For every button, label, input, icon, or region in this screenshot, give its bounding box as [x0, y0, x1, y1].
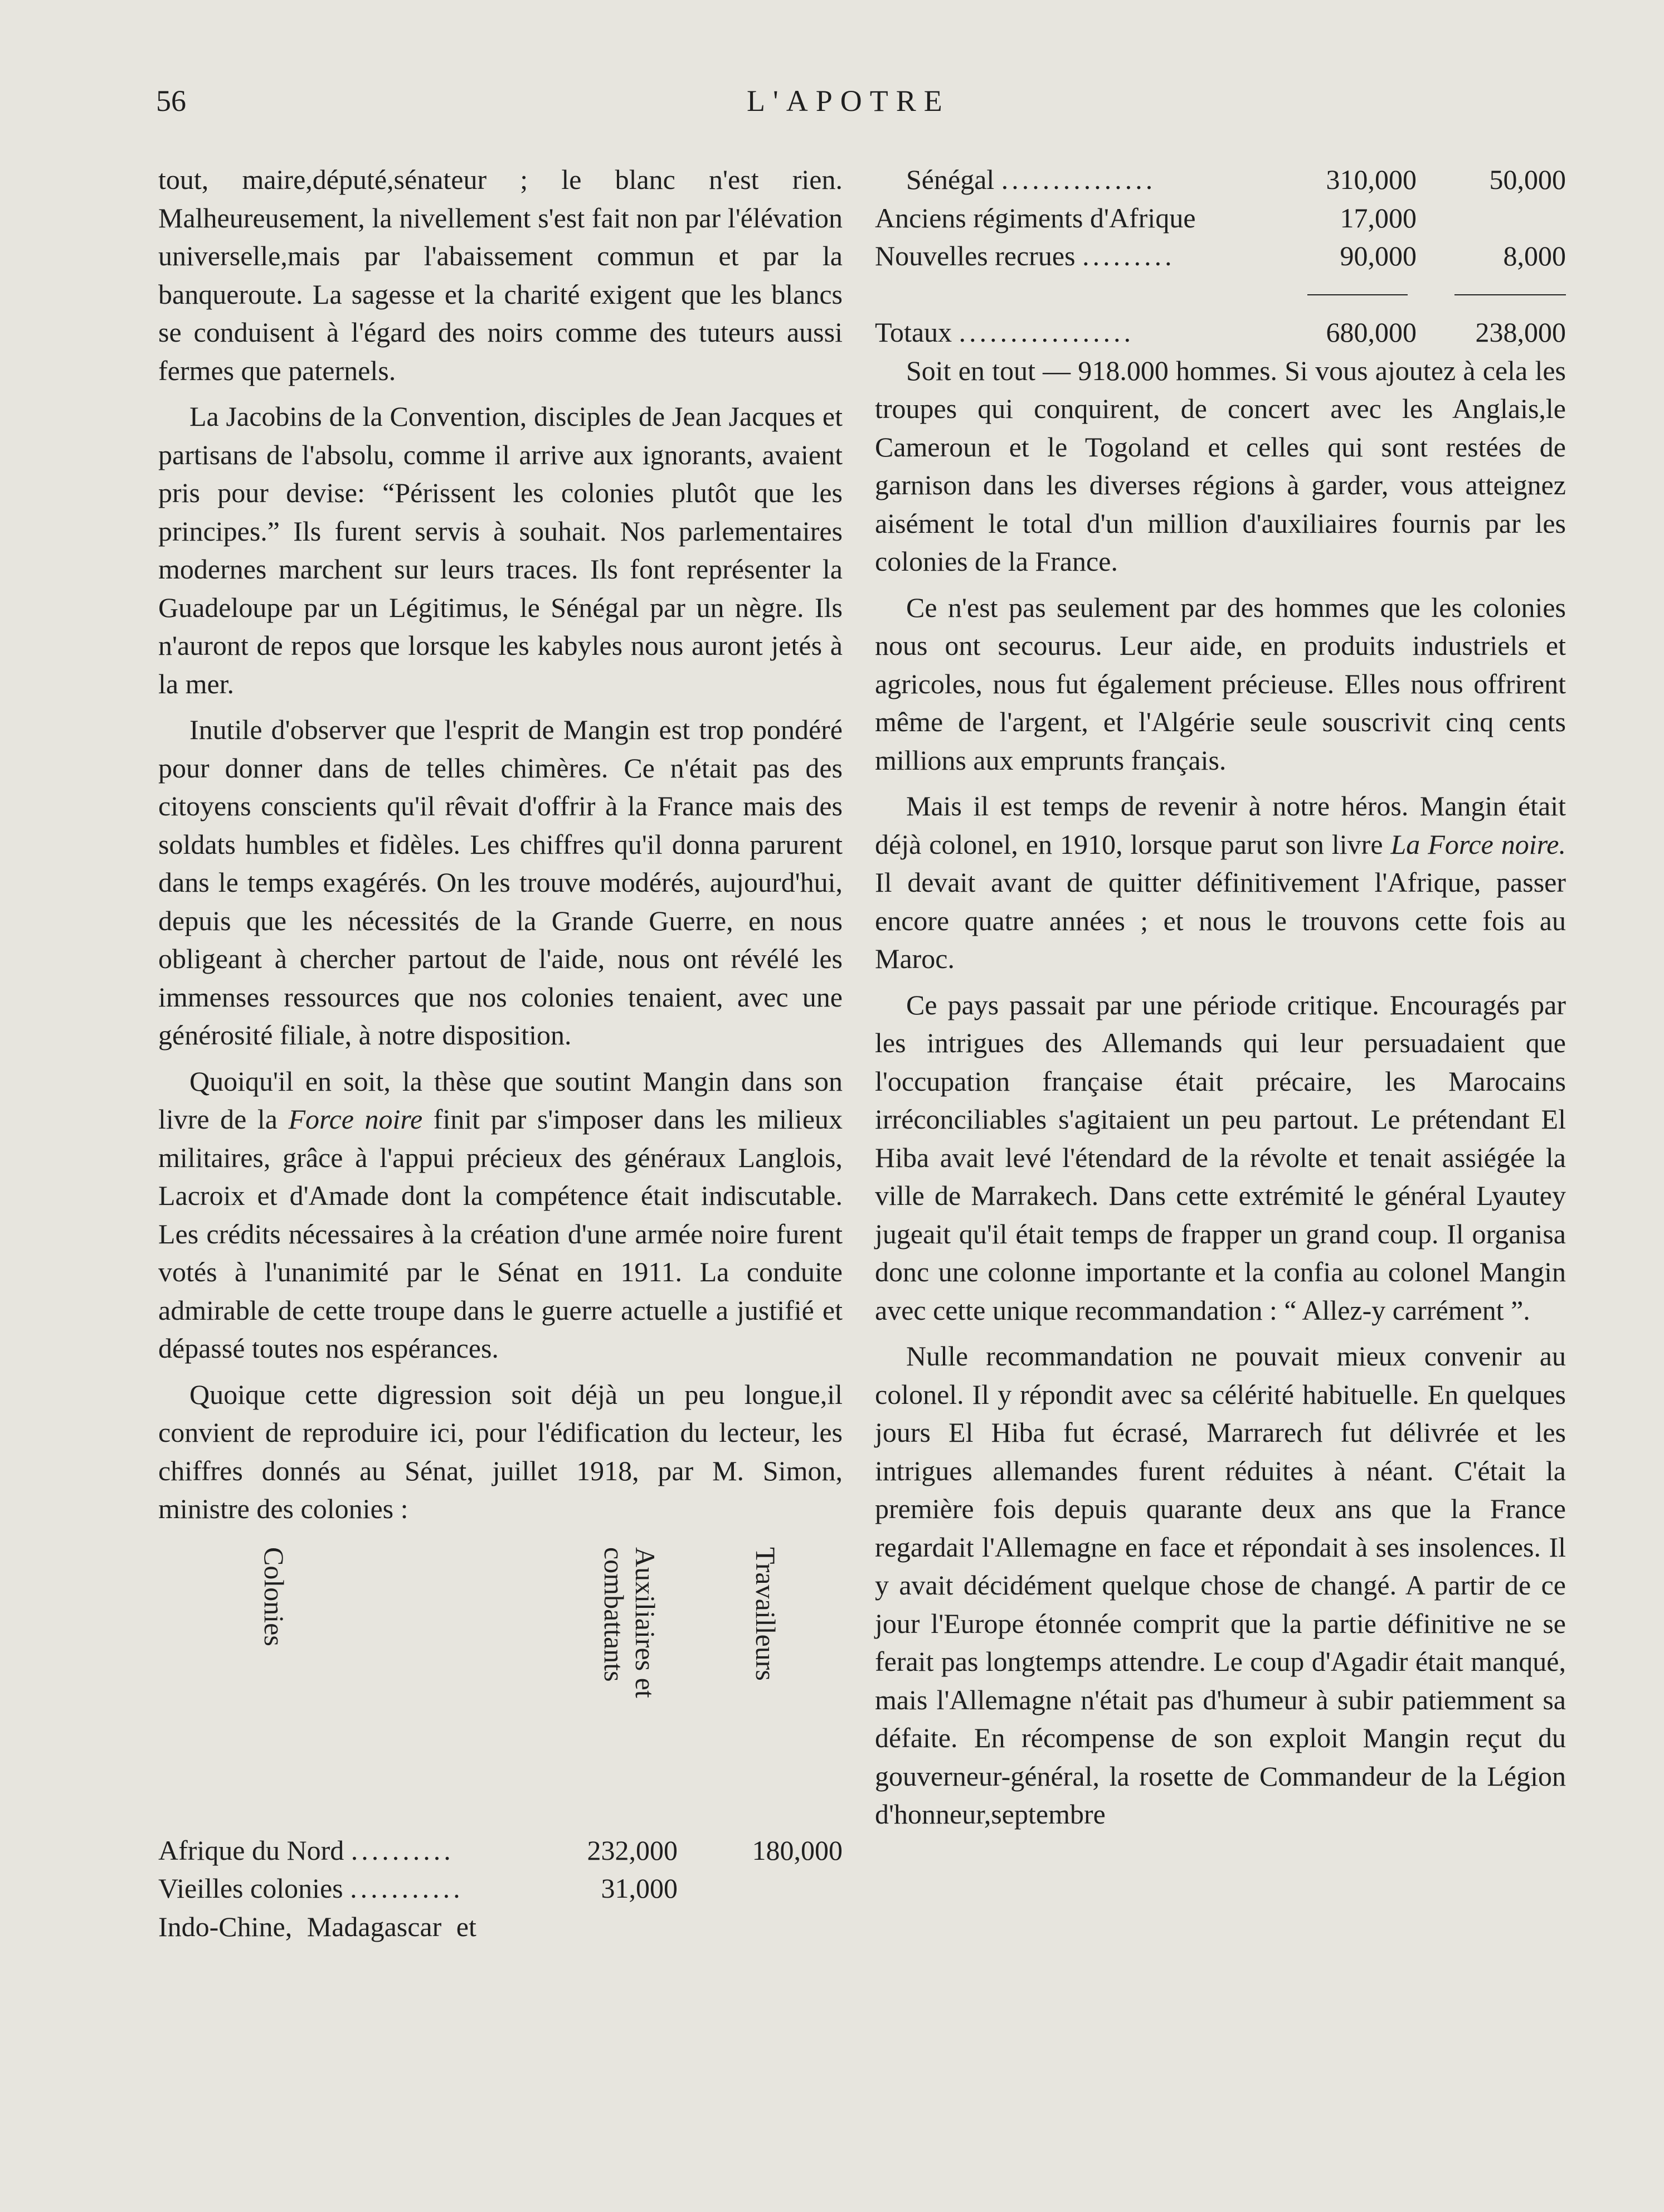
paragraph: Soit en tout — 918.000 hommes. Si vous ajoutez à cela les troupes qui conquirent, de concert avec les Anglais,le Cameroun et le Togoland et celles qui sont restées de garnison dans les diverses régions à garder, vous atteignez aisément le total d'un million d'auxiliaires fournis par les colonies de la France. [875, 354, 1566, 577]
book-title-italic: Force noire [288, 1103, 423, 1135]
table-row [158, 1869, 843, 1908]
paragraph: La Jacobins de la Convention, disciples de Jean Jacques et partisans de l'absolu, comme il arrive aux ignorants, avaient pris pour devise: “Périssent les colonies plutôt que les principes.” Ils furent servis à souhait. Nos parlementaires modernes marchent sur leurs traces. Ils font représenter la Guadeloupe par un Légitimus, le Sénégal par un nègre. Ils n'auront de repos que lorsque les kabyles nous auront jetés à la mer. [158, 401, 843, 699]
travailleurs-total: 238,000 [1475, 317, 1566, 348]
column-header-combattants: Auxiliaires et combattants [599, 1547, 661, 1698]
combattants-value: 17,000 [1340, 202, 1417, 234]
column-header-colonies: Colonies [259, 1547, 290, 1646]
paragraph-text: finit par s'imposer dans les milieux militaires, grâce à l'appui précieux des généraux Langlois, Lacroix et d'Amade dont la compétence était indiscutable. Les crédits nécessaires à la création d'une armée noire furent votés à l'unanimité par le Sénat en 1911. La conduite admirable de cette troupe dans le guerre actuelle a justifié et dépassé toutes nos espérances. [158, 1103, 843, 1364]
paragraph: Quoique cette digression soit déjà un peu longue,il convient de reproduire ici, pour l'édification du lecteur, les chiffres donnés au Sénat, juillet 1918, par M. Simon, ministre des colonies : [158, 1378, 843, 1524]
statistics-table-rows [158, 1831, 843, 1946]
travailleurs-value: 8,000 [1503, 240, 1566, 271]
page-number: 56 [156, 84, 186, 118]
sum-rules [875, 275, 1566, 314]
row-label: Vieilles colonies ........... [158, 1873, 464, 1904]
sum-rule [1454, 294, 1566, 295]
row-label: Nouvelles recrues ......... [875, 240, 1175, 271]
right-column [875, 161, 1566, 1841]
paragraph: Ce pays passait par une période critique. Encouragés par les intrigues des Allemands qui leur persuadaient que l'occupation française était précaire, les Marocains irréconciliables s'agitaient un peu partout. Le prétendant El Hiba avait levé l'étendard de la révolte et tenait assiégée la ville de Marrakech. Dans cette extrémité le général Lyautey jugeait qu'il était temps de frapper un grand coup. Il organisa donc une colonne importante et la confia au colonel Mangin avec cette unique recommandation : “ Allez-y carrément ”. [875, 989, 1566, 1326]
table-row [875, 161, 1566, 199]
combattants-value: 310,000 [1326, 164, 1417, 195]
row-label: Afrique du Nord .......... [158, 1834, 454, 1866]
row-label: Sénégal ............... [906, 164, 1156, 195]
paragraph-text: Il devait avant de quitter définitivement l'Afrique, passer encore quatre années ; et nous le trouvons cette fois au Maroc. [875, 867, 1566, 974]
table-row [158, 1831, 843, 1870]
sum-rule [1307, 294, 1408, 295]
travailleurs-value: 180,000 [752, 1834, 843, 1866]
row-label: Totaux ................. [875, 317, 1135, 348]
paragraph: Ce n'est pas seulement par des hommes que les colonies nous ont secourus. Leur aide, en produits industriels et agricoles, nous fut également précieuse. Elles nous offrirent même de l'argent, et l'Algérie seule souscrivit cinq cents millions aux emprunts français. [875, 591, 1566, 776]
left-column [158, 161, 843, 1946]
table-row [875, 237, 1566, 275]
combattants-value: 31,000 [601, 1873, 678, 1904]
paragraph [875, 787, 1566, 978]
paragraph-text: Quoiqu'il en soit, la thèse que soutint Mangin dans son livre de la [158, 1065, 843, 1135]
row-label: Anciens régiments d'Afrique [875, 202, 1196, 234]
statistics-table [158, 1536, 843, 1831]
paragraph: Inutile d'observer que l'esprit de Mangin est trop pondéré pour donner dans de telles chimères. Ce n'était pas des citoyens conscients qu'il rêvait d'offrir à la France mais des soldats humbles et fidèles. Les chiffres qu'il donna parurent dans le temps exagérés. On les trouve modérés, aujourd'hui, depuis que les nécessités de la Grande Guerre, en nous obligeant à chercher partout de l'aide, nous ont révélé les immenses ressources que nos colonies tenaient, avec une générosité filiale, à notre disposition. [158, 714, 843, 1051]
book-title-italic: La Force noire. [1390, 828, 1566, 860]
combattants-total: 680,000 [1326, 317, 1417, 348]
column-header-travailleurs: Travailleurs [750, 1547, 781, 1681]
row-label: Indo-Chine, Madagascar et [158, 1910, 476, 1942]
table-row [875, 199, 1566, 237]
total-row [875, 313, 1566, 352]
paragraph [158, 1062, 843, 1368]
travailleurs-value: 50,000 [1489, 164, 1566, 195]
paragraph-text: Mais il est temps de revenir à notre héros. Mangin était déjà colonel, en 1910, lorsque parut son livre [875, 790, 1566, 860]
combattants-value: 232,000 [587, 1834, 678, 1866]
statistics-table-continued [875, 161, 1566, 352]
table-row [158, 1908, 843, 1946]
paragraph: tout, maire,député,sénateur ; le blanc n'est rien. Malheureusement, la nivellement s'est fait non par l'élévation universelle,mais par l'abaissement commun et par la banqueroute. La sagesse et la charité exigent que les blancs se conduisent à l'égard des noirs comme des tuteurs aussi fermes que paternels. [158, 164, 843, 386]
combattants-value: 90,000 [1340, 240, 1417, 271]
running-title: L'APOTRE [747, 84, 950, 118]
paragraph: Nulle recommandation ne pouvait mieux convenir au colonel. Il y répondit avec sa célérité habituelle. En quelques jours El Hiba fut écrasé, Marrarech fut délivrée et les intrigues allemandes furent réduites à néant. C'était la première fois depuis quarante deux ans que la France regardait l'Allemagne en face et répondait à ses insolences. Il y avait décidément quelque chose de changé. A partir de ce jour l'Europe étonnée comprit que la partie définitive ne se ferait pas longtemps attendre. Le coup d'Agadir était manqué, mais l'Allemagne n'était pas d'humeur à subir patiemment sa défaite. En récompense de son exploit Mangin reçut du gouverneur-général, la rosette de Commandeur de la Légion d'honneur,septembre [875, 1340, 1566, 1830]
